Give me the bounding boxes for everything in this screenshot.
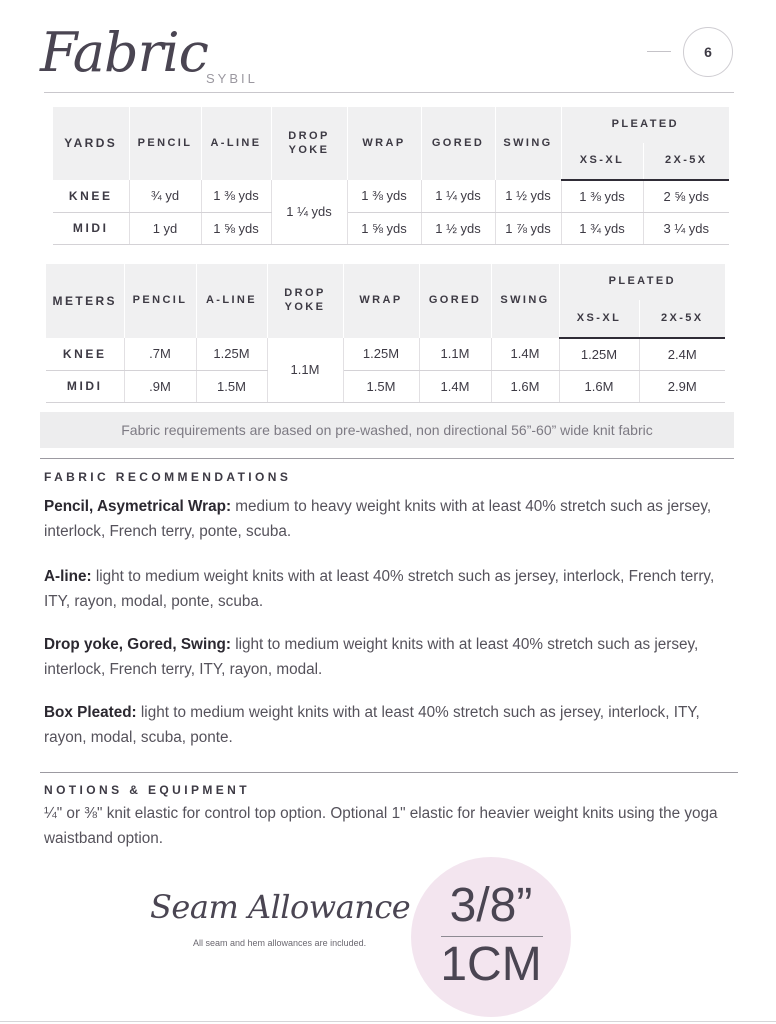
page-bottom-rule xyxy=(0,1021,776,1022)
seam-allowance-imperial: 3/8” xyxy=(449,879,533,932)
recommendation-item xyxy=(44,700,744,750)
cell-swing: 1 ⅞ yds xyxy=(495,212,561,244)
cell-pencil: 1 yd xyxy=(129,212,201,244)
cell-a-line: 1 ⅝ yds xyxy=(201,212,271,244)
cell-pencil: .7M xyxy=(124,338,196,370)
col-gored: GORED xyxy=(421,107,495,180)
header-divider xyxy=(44,92,734,93)
cell-wrap: 1 ⅝ yds xyxy=(347,212,421,244)
cell-swing: 1 ½ yds xyxy=(495,180,561,212)
table-row xyxy=(46,370,725,402)
fabric-note: Fabric requirements are based on pre-washed, non directional 56”-60” wide knit fabric xyxy=(40,412,734,448)
cell-pleated-xs-xl: 1.25M xyxy=(559,338,639,370)
recommendation-label: Box Pleated: xyxy=(44,704,137,721)
col-pleated-xs-xl: XS-XL xyxy=(559,300,639,338)
cell-pencil: .9M xyxy=(124,370,196,402)
recommendation-label: Drop yoke, Gored, Swing: xyxy=(44,636,231,653)
col-pleated: PLEATED xyxy=(561,107,729,143)
col-swing: SWING xyxy=(495,107,561,180)
cell-a-line: 1 ⅜ yds xyxy=(201,180,271,212)
col-pleated-xs-xl: XS-XL xyxy=(561,143,643,180)
table-row xyxy=(53,180,729,212)
cell-gored: 1.1M xyxy=(419,338,491,370)
cell-wrap: 1 ⅜ yds xyxy=(347,180,421,212)
recommendation-text: medium to heavy weight knits with at least 40% stretch such as jersey, interlock, French terry, ponte, scuba. xyxy=(44,498,712,540)
cell-pleated-2x-5x: 3 ¼ yds xyxy=(643,212,729,244)
recommendation-text: light to medium weight knits with at least 40% stretch such as jersey, interlock, ITY, rayon, modal, scuba, ponte. xyxy=(44,704,700,746)
recommendation-label: Pencil, Asymetrical Wrap: xyxy=(44,498,232,515)
col-drop-yoke xyxy=(271,107,347,180)
col-drop-yoke-label: DROP YOKE xyxy=(288,129,330,156)
cell-swing: 1.4M xyxy=(491,338,559,370)
recommendation-label: A-line: xyxy=(44,568,92,585)
col-gored: GORED xyxy=(419,264,491,338)
recommendation-text: light to medium weight knits with at least 40% stretch such as jersey, interlock, French terry, ITY, rayon, modal, ponte, scuba. xyxy=(44,568,715,610)
cell-gored: 1 ½ yds xyxy=(421,212,495,244)
col-a-line: A-LINE xyxy=(201,107,271,180)
notions-divider xyxy=(40,772,738,773)
col-pleated-2x-5x: 2X-5X xyxy=(643,143,729,180)
row-label: KNEE xyxy=(53,180,129,212)
page-number-dash xyxy=(647,51,671,52)
col-pleated-2x-5x: 2X-5X xyxy=(639,300,725,338)
cell-drop-yoke: 1 ¼ yds xyxy=(271,180,347,244)
cell-drop-yoke: 1.1M xyxy=(267,338,343,402)
cell-a-line: 1.25M xyxy=(196,338,267,370)
col-wrap: WRAP xyxy=(347,107,421,180)
cell-wrap: 1.5M xyxy=(343,370,419,402)
seam-allowance-title: Seam Allowance xyxy=(150,888,411,926)
cell-pleated-xs-xl: 1.6M xyxy=(559,370,639,402)
recommendations-divider xyxy=(40,458,734,459)
yards-header: YARDS xyxy=(53,107,129,180)
yards-table xyxy=(53,107,729,245)
col-drop-yoke xyxy=(267,264,343,338)
recommendations-heading: FABRIC RECOMMENDATIONS xyxy=(44,470,292,484)
meters-header: METERS xyxy=(46,264,124,338)
pattern-name: SYBIL xyxy=(206,71,258,86)
row-label: MIDI xyxy=(53,212,129,244)
cell-gored: 1 ¼ yds xyxy=(421,180,495,212)
row-label: MIDI xyxy=(46,370,124,402)
page-number: 6 xyxy=(683,27,733,77)
recommendation-item xyxy=(44,632,744,682)
cell-pencil: ¾ yd xyxy=(129,180,201,212)
cell-swing: 1.6M xyxy=(491,370,559,402)
row-label: KNEE xyxy=(46,338,124,370)
col-swing: SWING xyxy=(491,264,559,338)
col-a-line: A-LINE xyxy=(196,264,267,338)
col-pencil: PENCIL xyxy=(124,264,196,338)
cell-pleated-xs-xl: 1 ¾ yds xyxy=(561,212,643,244)
recommendation-item xyxy=(44,494,744,544)
cell-pleated-2x-5x: 2 ⅝ yds xyxy=(643,180,729,212)
cell-wrap: 1.25M xyxy=(343,338,419,370)
col-pencil: PENCIL xyxy=(129,107,201,180)
seam-allowance-metric: 1CM xyxy=(440,938,542,991)
col-drop-yoke-label: DROP YOKE xyxy=(284,287,326,313)
meters-table xyxy=(46,264,725,403)
notions-text: ¼" or ⅜" knit elastic for control top option. Optional 1" elastic for heavier weight knits using the yoga waistband option. xyxy=(44,805,718,847)
cell-gored: 1.4M xyxy=(419,370,491,402)
cell-a-line: 1.5M xyxy=(196,370,267,402)
notions-heading: NOTIONS & EQUIPMENT xyxy=(44,783,250,797)
cell-pleated-xs-xl: 1 ⅜ yds xyxy=(561,180,643,212)
seam-allowance-note: All seam and hem allowances are included. xyxy=(193,938,367,948)
table-row xyxy=(53,212,729,244)
cell-pleated-2x-5x: 2.4M xyxy=(639,338,725,370)
recommendation-text: light to medium weight knits with at least 40% stretch such as jersey, interlock, French terry, ITY, rayon, modal. xyxy=(44,636,699,678)
page-title: Fabric xyxy=(40,21,208,84)
col-wrap: WRAP xyxy=(343,264,419,338)
recommendation-item xyxy=(44,564,744,614)
seam-allowance-divider xyxy=(441,936,543,937)
col-pleated: PLEATED xyxy=(559,264,725,300)
cell-pleated-2x-5x: 2.9M xyxy=(639,370,725,402)
table-row xyxy=(46,338,725,370)
